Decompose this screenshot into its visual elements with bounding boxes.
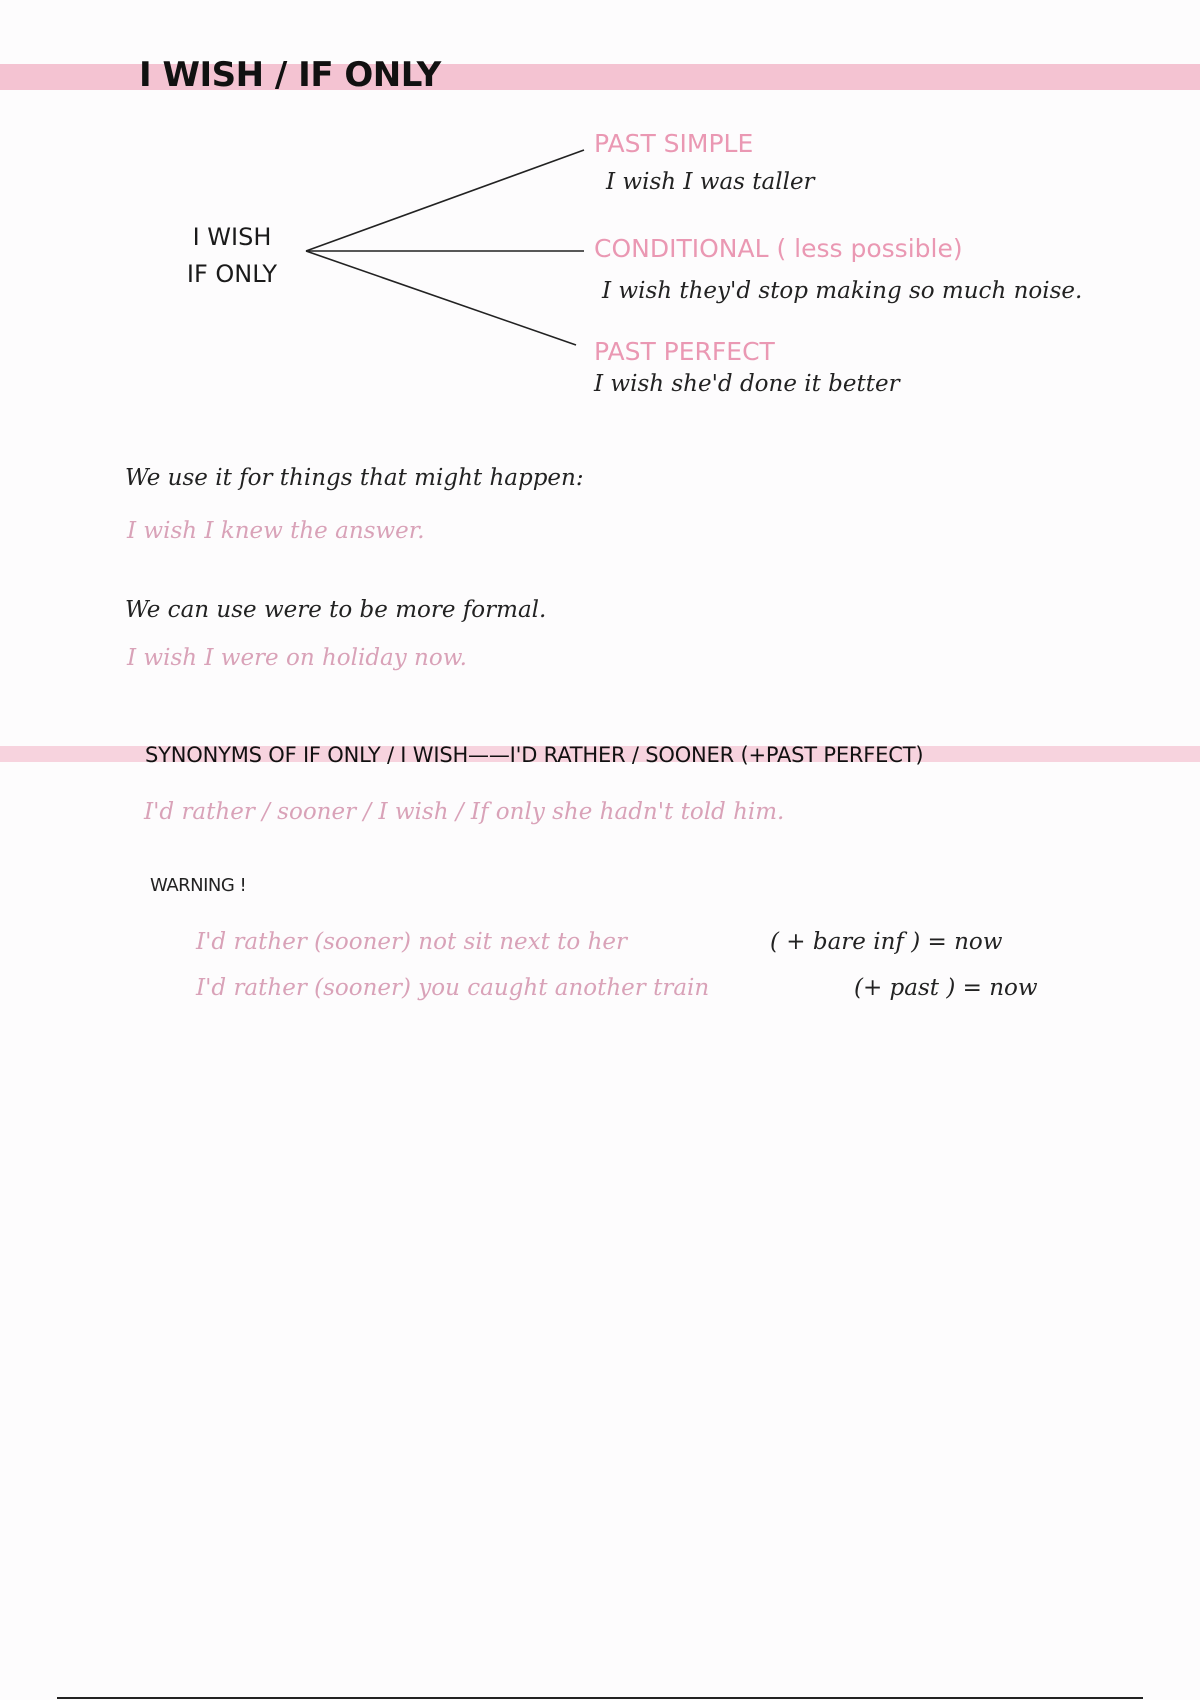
synonyms-example: I'd rather / sooner / I wish / If only she hadn't told him. (144, 799, 785, 825)
root-line-2: IF ONLY (186, 260, 278, 288)
bottom-divider (57, 1697, 1143, 1699)
branch-example-past-simple: I wish I was taller (606, 169, 815, 195)
branch-label-past-simple: PAST SIMPLE (594, 129, 754, 158)
note-example-2: I wish I were on holiday now. (127, 645, 467, 671)
branch-example-conditional: I wish they'd stop making so much noise. (602, 278, 1083, 304)
note-example-1: I wish I knew the answer. (127, 518, 425, 544)
branch-label-conditional: CONDITIONAL ( less possible) (594, 234, 963, 263)
diagram-root-label (170, 219, 294, 293)
note-rule-2: We can use were to be more formal. (125, 597, 547, 623)
warning-example-1: I'd rather (sooner) not sit next to her (196, 929, 627, 955)
synonyms-heading: SYNONYMS OF IF ONLY / I WISH——I'D RATHER / SOONER (+PAST PERFECT) (145, 743, 924, 767)
warning-label: WARNING ! (150, 875, 247, 896)
branch-label-past-perfect: PAST PERFECT (594, 337, 775, 366)
note-rule-1: We use it for things that might happen: (125, 465, 584, 491)
warning-example-2: I'd rather (sooner) you caught another train (196, 975, 710, 1001)
warning-note-2: (+ past ) = now (854, 975, 1038, 1001)
branch-example-past-perfect: I wish she'd done it better (594, 371, 900, 397)
warning-note-1: ( + bare inf ) = now (770, 929, 1003, 955)
root-line-1: I WISH (192, 223, 272, 251)
branch-line-past-perfect (306, 251, 576, 345)
branch-line-past-simple (306, 150, 584, 251)
page-title: I WISH / IF ONLY (139, 55, 441, 95)
